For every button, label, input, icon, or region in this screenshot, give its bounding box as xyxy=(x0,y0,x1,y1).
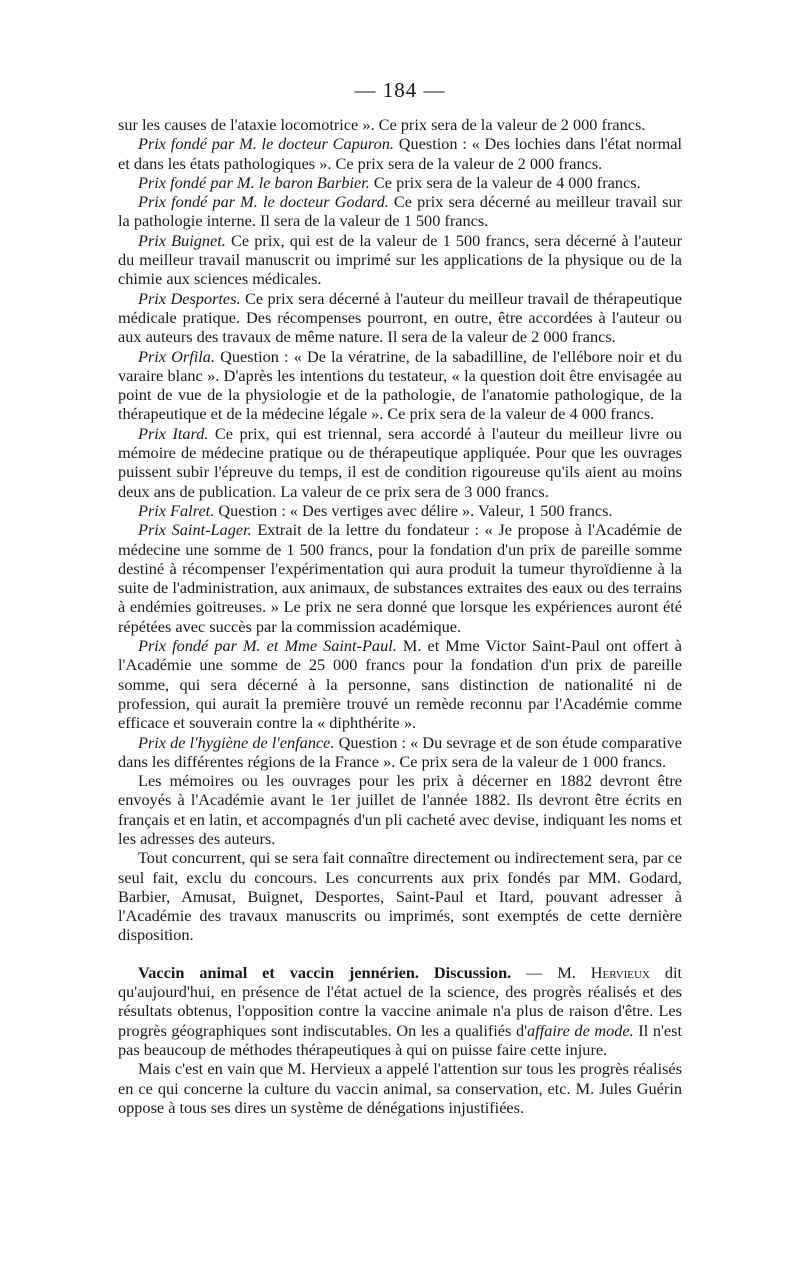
prize-paragraph xyxy=(118,520,682,636)
prize-title: Prix Itard. xyxy=(138,423,209,443)
prize-paragraph xyxy=(118,347,682,424)
italic-phrase: affaire de mode. xyxy=(527,1020,634,1040)
prize-paragraph xyxy=(118,636,682,732)
paragraph-text: Ce prix, qui est triennal, sera accordé à l'auteur du meilleur livre ou mémoire de médecine pratique ou de thérapeutique appliquée. Pour que les ouvrages puissent subir l'épreuve du temps, il est de condition rigoureuse qu'ils aient au moins deux ans de publication. La valeur de ce prix sera de 3 000 francs. xyxy=(118,423,682,501)
paragraph-text: Mais c'est en vain que M. Hervieux a appelé l'attention sur tous les progrès réalisés en ce qui concerne la culture du vaccin animal, sa conservation, etc. M. Jules Guérin oppose à tous ses dires un système de dénégations injustifiées. xyxy=(118,1059,682,1117)
prize-paragraph xyxy=(118,134,682,173)
section-heading: Vaccin animal et vaccin jennérien. Discussion. xyxy=(138,962,512,982)
prize-title: Prix Falret. xyxy=(138,500,215,520)
prize-title: Prix fondé par M. le baron Barbier. xyxy=(138,172,370,192)
prize-paragraph xyxy=(118,733,682,772)
paragraph xyxy=(118,115,682,134)
paragraph-text: Ce prix sera décerné à l'auteur du meilleur travail de thérapeutique médicale pratique. Des récompenses pourront, en outre, être accordées à l'auteur ou aux auteurs des travaux de même nature. Il sera de la valeur de 2 000 francs. xyxy=(118,288,682,347)
paragraph-text: Question : « Des lochies dans l'état normal et dans les états pathologiques ». Ce prix sera de la valeur de 2 000 francs. xyxy=(118,134,682,173)
paragraph-text: Question : « Des vertiges avec délire ». Valeur, 1 500 francs. xyxy=(214,500,613,520)
prize-title: Prix fondé par M. le docteur Capuron. xyxy=(138,134,394,154)
prize-title: Prix Orfila. xyxy=(138,346,216,366)
speaker-name: Hervieux xyxy=(590,962,650,982)
heading-dash: — M. xyxy=(511,962,591,982)
page-number: — 184 — xyxy=(354,78,446,102)
paragraph xyxy=(118,1059,682,1117)
prize-title: Prix Saint-Lager. xyxy=(138,520,252,540)
paragraph-text: Tout concurrent, qui se sera fait connaître directement ou indirectement sera, par ce seul fait, exclu du concours. Les concurrents aux prix fondés par MM. Godard, Barbier, Amusat, Buignet, Desportes, Saint-Paul et Itard, pouvant adresser à l'Académie des travaux manuscrits ou imprimés, sont exemptés de cette dernière disposition. xyxy=(118,848,682,945)
prize-paragraph xyxy=(118,501,682,520)
body-text xyxy=(118,115,682,1117)
prize-title: Prix de l'hygiène de l'enfance. xyxy=(138,732,335,752)
prize-title: Prix fondé par M. le docteur Godard. xyxy=(138,192,389,212)
prize-paragraph xyxy=(118,231,682,289)
prize-paragraph xyxy=(118,192,682,231)
paragraph-text: Ce prix sera décerné au meilleur travail sur la pathologie interne. Il sera de la valeur de 1 500 francs. xyxy=(118,192,683,231)
paragraph-text: sur les causes de l'ataxie locomotrice ». Ce prix sera de la valeur de 2 000 francs. xyxy=(118,115,646,134)
paragraph-text: Question : « De la vératrine, de la sabadilline, de l'ellébore noir et du varaire blanc ». D'après les intentions du testateur, « la question doit être envisagée au point de vue de la physiologie et de la pathologie, de l'anatomie pathologique, de la thérapeutique et de la médecine légale ». Ce prix sera de la valeur de 4 000 francs. xyxy=(118,346,682,424)
prize-paragraph xyxy=(118,424,682,501)
paragraph-text: Ce prix sera de la valeur de 4 000 francs. xyxy=(369,172,641,192)
paragraph-text: M. et Mme Victor Saint-Paul ont offert à l'Académie une somme de 25 000 francs pour la fondation d'un prix de pareille somme, qui sera décerné à la personne, sans distinction de nationalité ni de profession, qui aurait la première trouvé un remède reconnu par l'Académie comme efficace et souverain contre la « diphthérite ». xyxy=(118,636,682,733)
paragraph-text: Question : « Du sevrage et de son étude comparative dans les différentes régions de la France ». Ce prix sera de la valeur de 1 000 francs. xyxy=(118,732,682,771)
paragraph xyxy=(118,848,682,944)
prize-title: Prix Buignet. xyxy=(138,230,226,250)
paragraph-text: Les mémoires ou les ouvrages pour les prix à décerner en 1882 devront être envoyés à l'Académie avant le 1er juillet de l'année 1882. Ils devront être écrits en français et en latin, et accompagnés d'un pli cacheté avec devise, indiquant les noms et les adresses des auteurs. xyxy=(118,771,682,848)
paragraph xyxy=(118,771,682,848)
paragraph-text: Ce prix, qui est de la valeur de 1 500 francs, sera décerné à l'auteur du meilleur travail manuscrit ou imprimé sur les applications de la physique ou de la chimie aux sciences médicales. xyxy=(118,230,682,289)
section-paragraph xyxy=(118,963,682,1059)
prize-title: Prix fondé par M. et Mme Saint-Paul. xyxy=(138,636,397,656)
prize-title: Prix Desportes. xyxy=(138,288,241,308)
prize-paragraph xyxy=(118,173,682,192)
prize-paragraph xyxy=(118,289,682,347)
paragraph-text: Extrait de la lettre du fondateur : « Je propose à l'Académie de médecine une somme de 1 500 francs, pour la fondation d'un prix de pareille somme destiné à récompenser l'expérimentation qui aura produit la tumeur thyroïdienne à la suite de l'administration, aux animaux, de substances extraites des eaux ou des terrains à endémies goitreuses. » Le prix ne sera donné que lorsque les expériences auront été répétées avec succès par la commission académique. xyxy=(118,520,682,636)
paragraph-text: Il n'est pas beaucoup de méthodes thérapeutiques à qui on puisse faire cette injure. xyxy=(118,1020,682,1059)
paragraph-text: dit qu'aujourd'hui, en présence de l'état actuel de la science, des progrès réalisés et des résultats obtenus, l'opposition contre la vaccine animale n'a plus de raison d'être. Les progrès géographiques sont indiscutables. On les a qualifiés d' xyxy=(118,962,683,1040)
